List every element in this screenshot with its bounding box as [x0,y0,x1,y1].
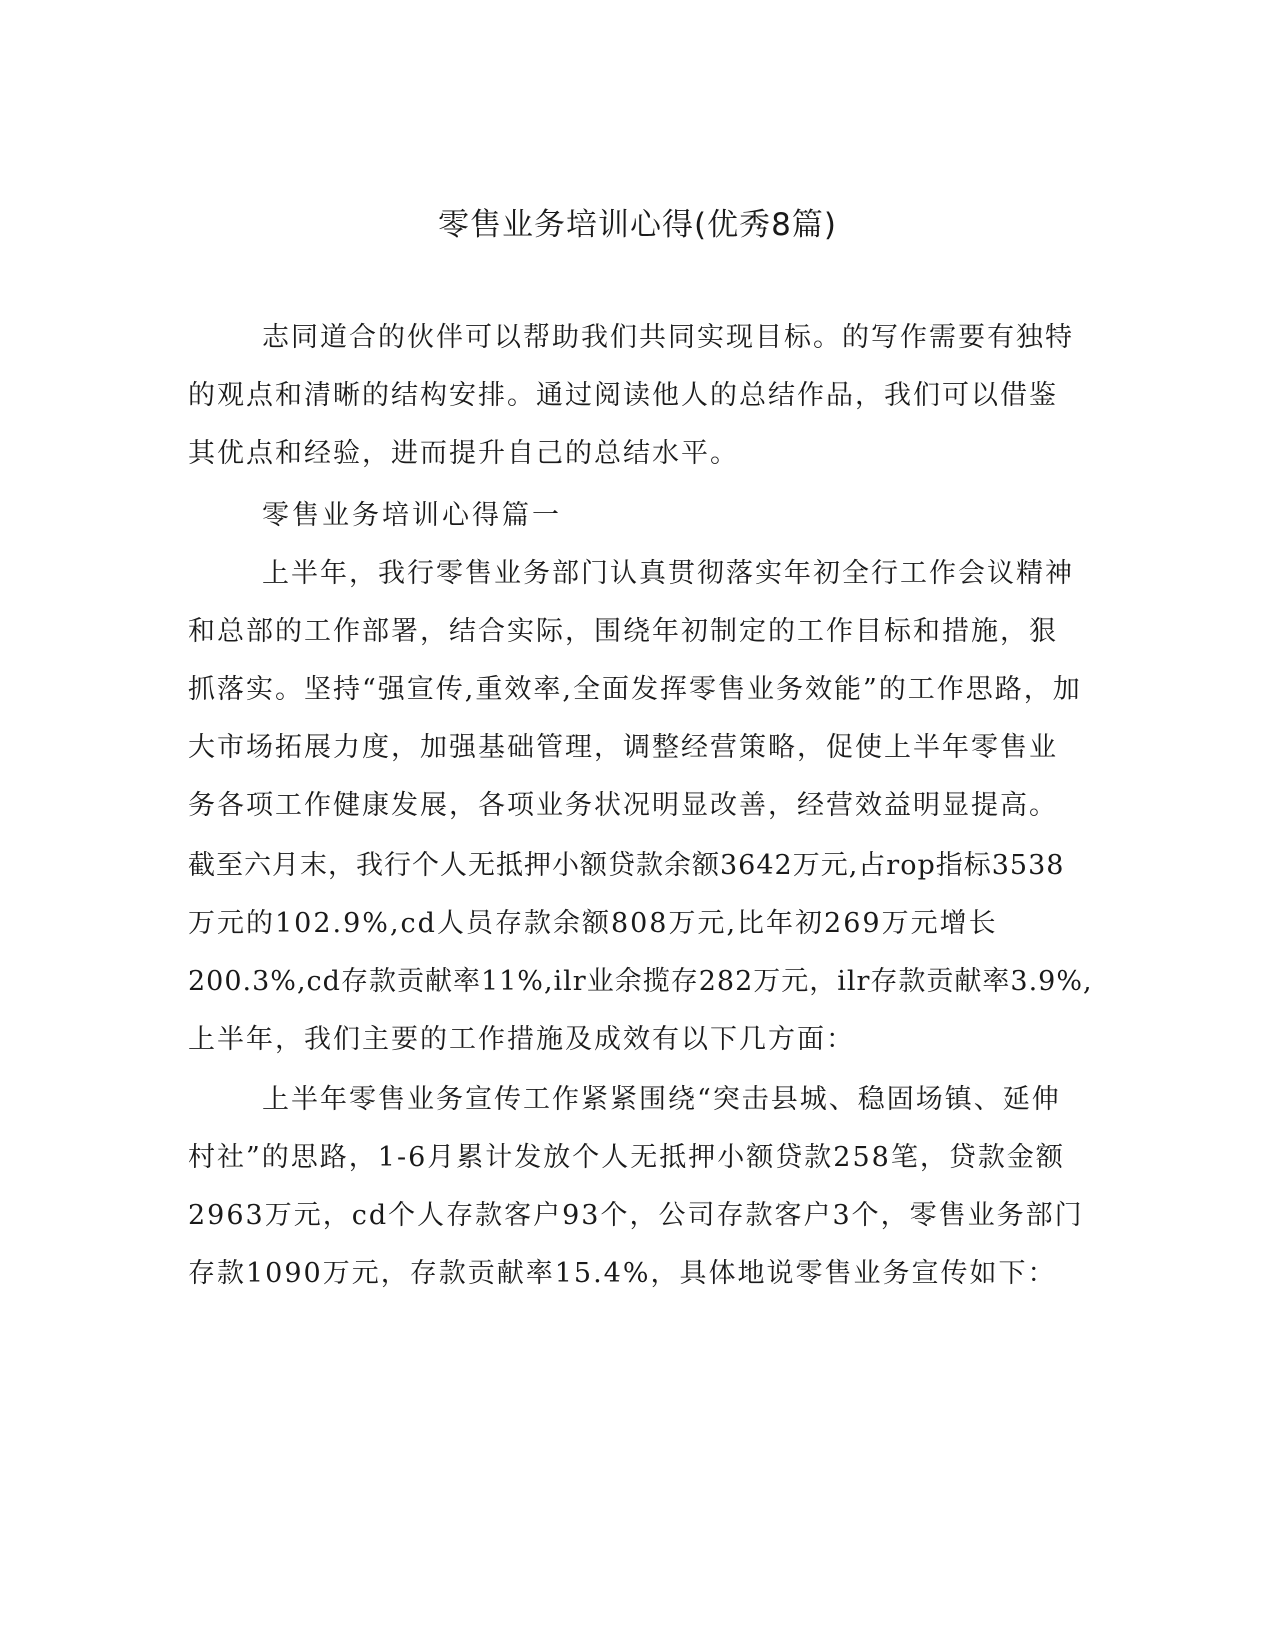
paragraph-line: 其优点和经验，进而提升自己的总结水平。 [188,438,739,469]
paragraph-line: 万元的102.9%,cd人员存款余额808万元,比年初269万元增长 [188,908,998,939]
paragraph-line: 务各项工作健康发展，各项业务状况明显改善，经营效益明显提高。 [188,790,1058,821]
paragraph-line: 上半年，我们主要的工作措施及成效有以下几方面： [188,1024,855,1055]
section-heading: 零售业务培训心得篇一 [262,500,562,531]
paragraph-line: 大市场拓展力度，加强基础管理，调整经营策略，促使上半年零售业 [188,732,1058,763]
paragraph-line: 上半年零售业务宣传工作紧紧围绕“突击县城、稳固场镇、延伸 [262,1084,1061,1115]
paragraph-line: 上半年，我行零售业务部门认真贯彻落实年初全行工作会议精神 [262,558,1074,589]
paragraph-line: 的观点和清晰的结构安排。通过阅读他人的总结作品，我们可以借鉴 [188,380,1058,411]
paragraph-line: 2963万元，cd个人存款客户93个，公司存款客户3个，零售业务部门 [188,1200,1084,1231]
paragraph-line: 和总部的工作部署，结合实际，围绕年初制定的工作目标和措施，狠 [188,616,1058,647]
paragraph-line: 村社”的思路，1-6月累计发放个人无抵押小额贷款258笔，贷款金额 [188,1142,1065,1173]
paragraph-line: 200.3%,cd存款贡献率11%,ilr业余揽存282万元，ilr存款贡献率3.9%, [188,966,1093,997]
paragraph-line: 志同道合的伙伴可以帮助我们共同实现目标。的写作需要有独特 [262,322,1074,353]
document-title: 零售业务培训心得(优秀8篇) [438,207,837,243]
paragraph-line: 截至六月末，我行个人无抵押小额贷款余额3642万元,占rop指标3538 [188,850,1065,881]
paragraph-line: 存款1090万元，存款贡献率15.4%，具体地说零售业务宣传如下： [188,1258,1057,1289]
paragraph-line: 抓落实。坚持“强宣传,重效率,全面发挥零售业务效能”的工作思路，加 [188,674,1082,705]
